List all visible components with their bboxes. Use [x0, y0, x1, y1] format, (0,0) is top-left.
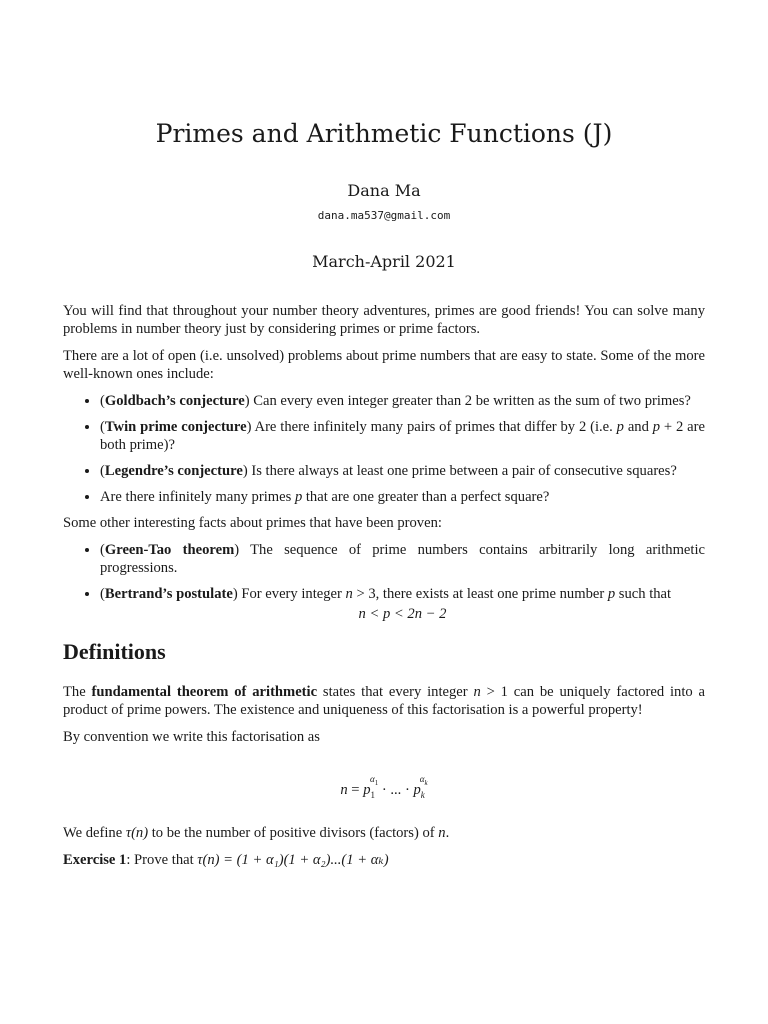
math-n: n — [345, 586, 353, 602]
document-date: March-April 2021 — [312, 252, 456, 271]
exercise-text: : Prove that — [126, 851, 198, 868]
open-problems-list — [63, 392, 705, 506]
exercise-1 — [63, 851, 705, 869]
twin-text-c: + 2 are both prime)? — [100, 419, 705, 453]
convention-paragraph: By convention we write this factorisation as — [63, 729, 320, 745]
math-p: p — [607, 586, 616, 602]
tau-definition — [63, 824, 705, 842]
bertrand-formula — [100, 605, 705, 623]
bertrand-formula-text: n < p < 2n − 2 — [358, 606, 447, 622]
math-p: p — [652, 419, 661, 435]
exercise-formula: τ(n) = (1 + α₁)(1 + α₂)...(1 + αₖ) — [197, 851, 389, 868]
list-item-green-tao: • (Green-Tao theorem) The sequence of prime numbers contains arbitrarily long arithmetic progressions. — [100, 541, 705, 577]
author-name: Dana Ma — [347, 181, 421, 200]
section-heading-definitions: Definitions — [63, 639, 166, 664]
document-body — [63, 302, 705, 878]
term-green-tao: Green-Tao theorem — [104, 542, 235, 558]
list-item-legendre: • (Legendre’s conjecture) Is there always at least one prime between a pair of consecutive squares? — [100, 462, 705, 480]
goldbach-text: Can every even integer greater than 2 be written as the sum of two primes? — [249, 393, 691, 409]
bertrand-text-a: For every integer — [237, 586, 346, 602]
math-n: n — [438, 824, 446, 841]
fta-paragraph — [63, 683, 705, 719]
bertrand-text-b: > 3, there exists at least one prime number — [352, 586, 608, 602]
factorisation-formula: $n = p_1^{\alpha_1}$ · ... · $p_k^{\alpha_k}$ — [340, 774, 428, 800]
bertrand-text-c: such that — [615, 586, 672, 602]
square-text-a: Are there infinitely many primes — [100, 489, 295, 505]
math-p: p — [616, 419, 624, 435]
term-legendre: Legendre’s conjecture — [104, 463, 243, 479]
math-tau: τ(n) — [125, 824, 149, 841]
intro-paragraph-2: There are a lot of open (i.e. unsolved) problems about prime numbers that are easy to state. Some of the more well-known ones include: — [63, 348, 705, 382]
list-item-bertrand: • (Bertrand’s postulate) For every integer n > 3, there exists at least one prime number p such that n < p < 2n − 2 — [100, 585, 705, 623]
intro-paragraph-1: You will find that throughout your number theory adventures, primes are good friends! You can solve many problems in number theory just by considering primes or prime factors. — [63, 303, 705, 337]
term-goldbach: Goldbach’s conjecture — [104, 393, 245, 409]
tau-text-c: . — [445, 824, 450, 841]
term-twin-prime: Twin prime conjecture — [104, 419, 247, 435]
facts-list — [63, 541, 705, 623]
author-email: dana.ma537@gmail.com — [317, 209, 451, 222]
list-item-square-primes — [100, 488, 705, 506]
fta-text-b: states that every integer — [317, 684, 474, 700]
list-item-goldbach: • (Goldbach’s conjecture) Can every even integer greater than 2 be written as the sum of two primes? — [100, 392, 705, 410]
facts-lead: Some other interesting facts about primes that have been proven: — [63, 515, 442, 531]
term-fta: fundamental theorem of arithmetic — [91, 684, 318, 700]
twin-text-a: Are there infinitely many pairs of primes that differ by 2 (i.e. — [251, 419, 617, 435]
green-tao-text: The sequence of prime numbers contains arbitrarily long arithmetic progressions. — [100, 542, 706, 576]
exercise-label: Exercise 1 — [63, 851, 127, 868]
twin-text-b: and — [623, 419, 653, 435]
list-item-twin-prime: • (Twin prime conjecture) Are there infinitely many pairs of primes that differ by 2 (i.e. p and p + 2 are both prime)? — [100, 418, 705, 454]
legendre-text: Is there always at least one prime between a pair of consecutive squares? — [247, 463, 677, 479]
fta-text-c: > 1 can be uniquely factored into a product of prime powers. The existence and uniqueness of this factorisation is a powerful property! — [63, 684, 706, 718]
term-bertrand: Bertrand’s postulate — [104, 586, 233, 602]
square-text-b: that are one greater than a perfect square? — [302, 489, 550, 505]
document-title: Primes and Arithmetic Functions (J) — [155, 119, 613, 148]
tau-text-a: We define — [63, 824, 126, 841]
math-p: p — [294, 489, 303, 505]
fta-text-a: The — [63, 684, 92, 700]
tau-text-b: to be the number of positive divisors (factors) of — [148, 824, 439, 841]
math-n: n — [473, 684, 481, 700]
